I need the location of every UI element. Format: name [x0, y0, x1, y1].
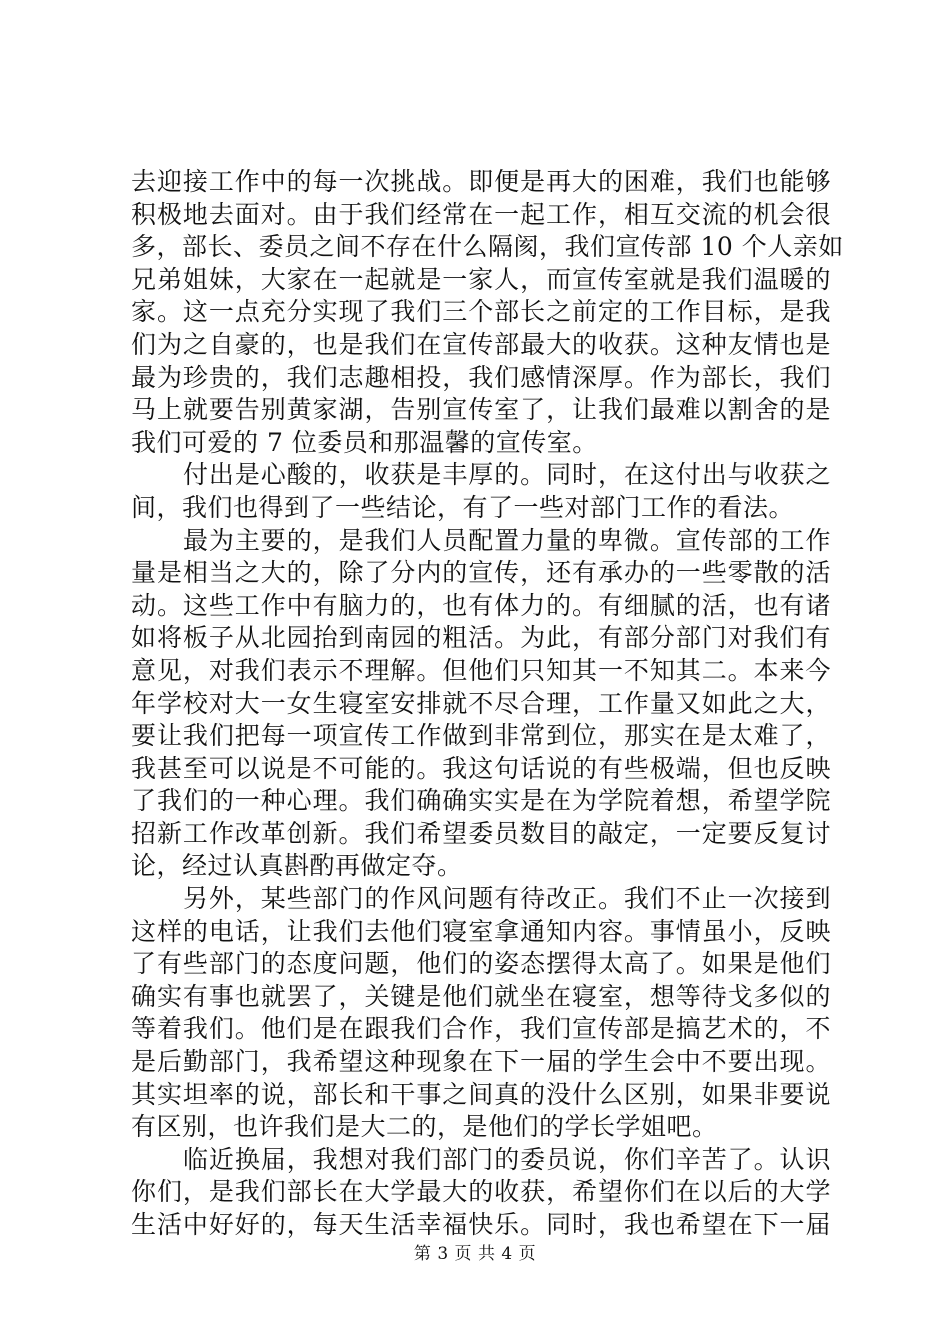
text-line: 其实坦率的说，部长和干事之间真的没什么区别，如果非要说 [131, 1079, 831, 1109]
text-line: 你们，是我们部长在大学最大的收获，希望你们在以后的大学 [131, 1177, 831, 1207]
text-line: 们为之自豪的，也是我们在宣传部最大的收获。这种友情也是 [131, 329, 831, 359]
text-line: 了我们的一种心理。我们确确实实是在为学院着想，希望学院 [131, 786, 831, 816]
text-line: 确实有事也就罢了，关键是他们就坐在寝室，想等待戈多似的 [131, 981, 831, 1011]
text-line: 付出是心酸的，收获是丰厚的。同时，在这付出与收获之 [183, 460, 831, 490]
text-line: 最为主要的，是我们人员配置力量的卑微。宣传部的工作 [183, 525, 831, 555]
text-line: 是后勤部门，我希望这种现象在下一届的学生会中不要出现。 [131, 1047, 831, 1077]
page-footer: 第 3 页 共 4 页 [413, 1244, 537, 1264]
text-line: 临近换届，我想对我们部门的委员说，你们辛苦了。认识 [183, 1144, 831, 1174]
text-line: 间，我们也得到了一些结论，有了一些对部门工作的看法。 [131, 492, 795, 522]
text-line: 家。这一点充分实现了我们三个部长之前定的工作目标，是我 [131, 297, 831, 327]
text-line: 如将板子从北园抬到南园的粗活。为此，有部分部门对我们有 [131, 623, 831, 653]
text-line: 等着我们。他们是在跟我们合作，我们宣传部是搞艺术的，不 [131, 1014, 831, 1044]
text-line: 招新工作改革创新。我们希望委员数目的敲定，一定要反复讨 [131, 818, 831, 848]
text-line: 兄弟姐妹，大家在一起就是一家人，而宣传室就是我们温暖的 [131, 264, 831, 294]
text-line: 意见，对我们表示不理解。但他们只知其一不知其二。本来今 [131, 655, 831, 685]
text-line: 论，经过认真斟酌再做定夺。 [131, 851, 463, 881]
text-line: 生活中好好的，每天生活幸福快乐。同时，我也希望在下一届 [131, 1210, 831, 1239]
text-line: 了有些部门的态度问题，他们的姿态摆得太高了。如果是他们 [131, 949, 831, 979]
text-line: 最为珍贵的，我们志趣相投，我们感情深厚。作为部长，我们 [131, 362, 831, 392]
text-line: 马上就要告别黄家湖，告别宣传室了，让我们最难以割舍的是 [131, 395, 831, 425]
text-line: 我们可爱的 7 位委员和那温馨的宣传室。 [131, 427, 598, 457]
text-line: 量是相当之大的，除了分内的宣传，还有承办的一些零散的活 [131, 558, 831, 588]
text-line: 积极地去面对。由于我们经常在一起工作，相互交流的机会很 [131, 199, 831, 229]
text-line: 要让我们把每一项宣传工作做到非常到位，那实在是太难了， [131, 721, 831, 751]
text-line: 去迎接工作中的每一次挑战。即便是再大的困难，我们也能够 [131, 167, 831, 196]
text-line: 动。这些工作中有脑力的，也有体力的。有细腻的活，也有诸 [131, 590, 831, 620]
text-line: 这样的电话，让我们去他们寝室拿通知内容。事情虽小，反映 [131, 916, 831, 946]
body-text [131, 166, 844, 1242]
text-line: 有区别，也许我们是大二的，是他们的学长学姐吧。 [131, 1112, 718, 1142]
text-line: 我甚至可以说是不可能的。我这句话说的有些极端，但也反映 [131, 753, 831, 783]
text-line: 另外，某些部门的作风问题有待改正。我们不止一次接到 [183, 884, 831, 914]
text-line: 多，部长、委员之间不存在什么隔阂，我们宣传部 10 个人亲如 [131, 232, 844, 262]
text-line: 年学校对大一女生寝室安排就不尽合理，工作量又如此之大， [131, 688, 831, 718]
